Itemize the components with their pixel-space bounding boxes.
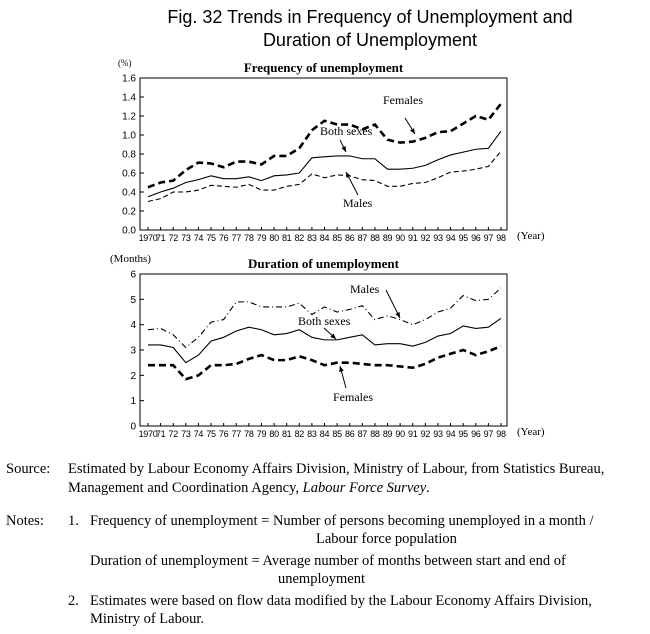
source-italic: Labour Force Survey <box>302 480 427 496</box>
y-tick-label: 0.0 <box>122 225 136 237</box>
note-text: Duration of unemployment = Average number of months between start and end of <box>90 553 566 569</box>
x-tick-label: 78 <box>244 233 254 243</box>
x-tick-label: 92 <box>420 233 431 243</box>
x-tick-label: 1970 <box>138 233 158 243</box>
x-tick-label: 79 <box>256 429 267 439</box>
note-text: unemployment <box>278 571 365 587</box>
x-tick-label: 88 <box>370 233 380 243</box>
x-tick-label: 1970 <box>138 429 158 439</box>
x-tick-label: 74 <box>193 233 204 243</box>
chart-title: Duration of unemployment <box>248 256 399 271</box>
x-tick-label: 98 <box>496 233 506 243</box>
x-tick-label: 85 <box>332 429 342 439</box>
x-tick-label: 77 <box>231 429 241 439</box>
x-tick-label: 78 <box>244 429 254 439</box>
y-tick-label: 0 <box>130 421 136 433</box>
y-tick-label: 1.4 <box>122 92 136 104</box>
chart-title: Frequency of unemployment <box>243 60 404 75</box>
y-tick-label: 1 <box>130 396 136 408</box>
x-tick-label: 90 <box>395 429 405 439</box>
y-tick-label: 0.2 <box>122 206 136 218</box>
x-tick-label: 93 <box>433 429 443 439</box>
x-tick-label: 75 <box>206 233 216 243</box>
x-tick-label: 71 <box>155 429 166 439</box>
x-tick-label: 73 <box>181 429 191 439</box>
x-tick-label: 95 <box>458 429 468 439</box>
series-label-females: Females <box>333 390 373 404</box>
x-tick-label: 89 <box>382 429 393 439</box>
series-label-both-sexes: Both sexes <box>298 314 351 328</box>
x-tick-label: 95 <box>458 233 468 243</box>
notes-label: Notes: <box>6 513 44 529</box>
note-text: Frequency of unemployment = Number of persons becoming unemployed in a month / <box>90 513 594 529</box>
series-label-males: Males <box>343 196 373 210</box>
x-tick-label: 84 <box>319 429 330 439</box>
x-tick-label: 91 <box>408 429 418 439</box>
x-tick-label: 85 <box>332 233 342 243</box>
source-text <box>68 460 628 498</box>
x-tick-label: 72 <box>168 429 178 439</box>
x-tick-label: 82 <box>294 429 304 439</box>
series-line-males <box>148 151 501 201</box>
source-body: Estimated by Labour Economy Affairs Division, Ministry of Labour, from Statistics Bureau, Management and Coordination Agency, <box>68 461 605 496</box>
y-tick-label: 6 <box>130 269 136 281</box>
x-tick-label: 73 <box>181 233 191 243</box>
x-tick-label: 84 <box>319 233 330 243</box>
x-tick-label: 97 <box>483 233 494 243</box>
x-tick-label: 80 <box>269 233 279 243</box>
x-tick-label: 98 <box>496 429 506 439</box>
y-axis-label: (%) <box>118 58 132 68</box>
x-tick-label: 96 <box>471 233 481 243</box>
x-axis-label: (Year) <box>517 230 545 242</box>
series-label-both-sexes: Both sexes <box>320 124 373 138</box>
series-line-females <box>148 346 501 379</box>
x-tick-label: 77 <box>231 233 241 243</box>
x-tick-label: 76 <box>218 233 229 243</box>
x-tick-label: 90 <box>395 233 405 243</box>
y-tick-label: 4 <box>130 320 136 332</box>
y-tick-label: 1.2 <box>122 111 136 123</box>
x-tick-label: 72 <box>168 233 178 243</box>
title-line-1: Fig. 32 Trends in Frequency of Unemployment and <box>167 7 573 27</box>
note-text: Ministry of Labour. <box>90 611 204 627</box>
y-tick-label: 1.6 <box>122 73 136 85</box>
x-tick-label: 79 <box>256 233 267 243</box>
series-line-females <box>148 104 501 188</box>
x-tick-label: 81 <box>281 233 292 243</box>
plot-frame <box>140 78 507 230</box>
x-tick-label: 94 <box>445 233 456 243</box>
y-tick-label: 0.8 <box>122 149 136 161</box>
plot-frame <box>140 274 507 426</box>
source-label: Source: <box>6 461 51 477</box>
note-text: Labour force population <box>316 531 457 547</box>
x-tick-label: 83 <box>307 233 317 243</box>
x-tick-label: 86 <box>345 429 355 439</box>
x-tick-label: 92 <box>420 429 431 439</box>
x-tick-label: 87 <box>357 233 368 243</box>
x-tick-label: 96 <box>471 429 481 439</box>
y-tick-label: 1.0 <box>122 130 136 142</box>
note-number: 2. <box>68 593 79 609</box>
x-axis-label: (Year) <box>517 426 545 438</box>
y-tick-label: 5 <box>130 294 136 306</box>
x-tick-label: 80 <box>269 429 279 439</box>
note-text: Estimates were based on flow data modified by the Labour Economy Affairs Division, <box>90 593 592 609</box>
y-tick-label: 0.4 <box>122 187 136 199</box>
x-tick-label: 89 <box>382 233 393 243</box>
x-tick-label: 93 <box>433 233 443 243</box>
x-tick-label: 81 <box>281 429 292 439</box>
x-tick-label: 82 <box>294 233 304 243</box>
arrowhead-icon <box>410 128 415 134</box>
x-tick-label: 91 <box>408 233 418 243</box>
x-tick-label: 74 <box>193 429 204 439</box>
x-tick-label: 88 <box>370 429 380 439</box>
series-label-males: Males <box>350 282 380 296</box>
x-tick-label: 76 <box>218 429 229 439</box>
x-tick-label: 75 <box>206 429 216 439</box>
title-line-2: Duration of Unemployment <box>262 30 478 50</box>
x-tick-label: 87 <box>357 429 368 439</box>
y-tick-label: 3 <box>130 345 136 357</box>
y-tick-label: 0.6 <box>122 168 136 180</box>
y-axis-label: (Months) <box>110 253 151 265</box>
x-tick-label: 94 <box>445 429 456 439</box>
series-label-females: Females <box>383 93 423 107</box>
x-tick-label: 97 <box>483 429 494 439</box>
x-tick-label: 83 <box>307 429 317 439</box>
note-number: 1. <box>68 513 79 529</box>
source-end: . <box>426 480 430 496</box>
x-tick-label: 71 <box>155 233 166 243</box>
y-tick-label: 2 <box>130 370 136 382</box>
x-tick-label: 86 <box>345 233 355 243</box>
